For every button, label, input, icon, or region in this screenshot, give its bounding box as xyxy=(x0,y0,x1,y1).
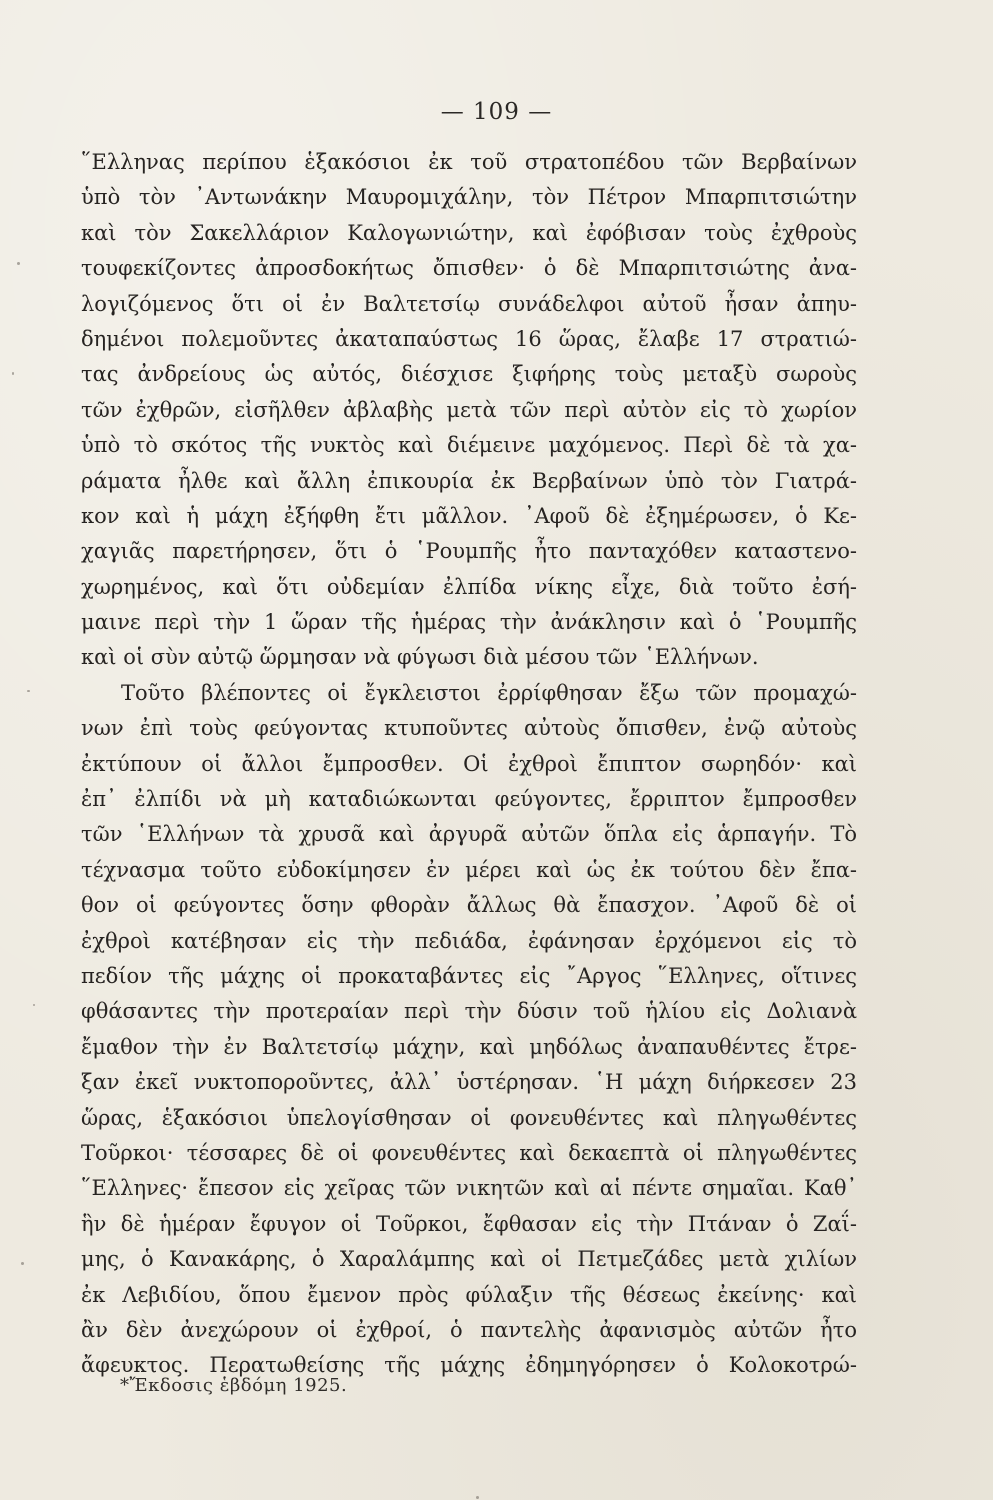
text-line: Τοῦρκοι· τέσσαρες δὲ οἱ φονευθέντες καὶ δεκαεπτὰ οἱ πληγωθέντες xyxy=(81,1140,857,1165)
text-line: χαγιᾶς παρετήρησεν, ὅτι ὁ ῾Ρουμπῆς ἦτο πανταχόθεν καταστενο- xyxy=(81,539,857,564)
text-line: φθάσαντες τὴν προτεραίαν περὶ τὴν δύσιν τοῦ ἡλίου εἰς Δολιανὰ xyxy=(81,999,857,1024)
text-line: μαινε περὶ τὴν 1 ὥραν τῆς ἡμέρας τὴν ἀνάκλησιν καὶ ὁ ῾Ρουμπῆς xyxy=(81,610,857,635)
text-line: χωρημένος, καὶ ὅτι οὐδεμίαν ἐλπίδα νίκης εἶχε, διὰ τοῦτο ἐσή- xyxy=(81,574,857,599)
text-line: τέχνασμα τοῦτο εὐδοκίμησεν ἐν μέρει καὶ ὡς ἐκ τούτου δὲν ἔπα- xyxy=(81,857,857,882)
text-line: πεδίον τῆς μάχης οἱ προκαταβάντες εἰς ῎Αργος ῞Ελληνες, οἵτινες xyxy=(81,963,857,988)
text-line: ἣν δὲ ἡμέραν ἔφυγον οἱ Τοῦρκοι, ἔφθασαν εἰς τὴν Πτάναν ὁ Ζαΐ- xyxy=(81,1211,857,1236)
text-line: τας ἀνδρείους ὡς αὐτός, διέσχισε ξιφήρης τοὺς μεταξὺ σωροὺς xyxy=(81,362,857,387)
paper-speck xyxy=(476,1496,479,1499)
text-line: θον οἱ φεύγοντες ὅσην φθορὰν ἄλλως θὰ ἔπασχον. ᾿Αφοῦ δὲ οἱ xyxy=(81,893,857,918)
text-line: ῞Ελληνες· ἔπεσον εἰς χεῖρας τῶν νικητῶν καὶ αἱ πέντε σημαῖαι. Καθ᾿ xyxy=(81,1176,857,1201)
footnote: *Ἔκδοσις ἑβδόμη 1925. xyxy=(120,1375,348,1396)
paper-speck xyxy=(17,262,20,265)
paper-speck xyxy=(12,372,14,375)
text-line: νων ἐπὶ τοὺς φεύγοντας κτυποῦντες αὐτοὺς ὄπισθεν, ἐνῷ αὐτοὺς xyxy=(81,716,857,741)
text-line: ἐχθροὶ κατέβησαν εἰς τὴν πεδιάδα, ἐφάνησαν ἐρχόμενοι εἰς τὸ xyxy=(81,928,857,953)
text-line: ἐπ᾿ ἐλπίδι νὰ μὴ καταδιώκωνται φεύγοντες, ἔρριπτον ἔμπροσθεν xyxy=(81,787,857,812)
text-line: ἐκτύπουν οἱ ἄλλοι ἔμπροσθεν. Οἱ ἐχθροὶ ἔπιπτον σωρηδόν· καὶ xyxy=(81,751,857,776)
text-line: ράματα ἦλθε καὶ ἄλλη ἐπικουρία ἐκ Βερβαίνων ὑπὸ τὸν Γιατρά- xyxy=(81,468,857,493)
text-line: δημένοι πολεμοῦντες ἀκαταπαύστως 16 ὥρας, ἔλαβε 17 στρατιώ- xyxy=(81,326,857,351)
text-line: Τοῦτο βλέποντες οἱ ἔγκλειστοι ἐρρίφθησαν ἔξω τῶν προμαχώ- xyxy=(121,680,857,705)
text-line: μης, ὁ Κανακάρης, ὁ Χαραλάμπης καὶ οἱ Πετμεζάδες μετὰ χιλίων xyxy=(81,1247,857,1272)
text-line: ἔμαθον τὴν ἐν Βαλτετσίῳ μάχην, καὶ μηδόλως ἀναπαυθέντες ἔτρε- xyxy=(81,1034,857,1059)
text-line: ῞Ελληνας περίπου ἑξακόσιοι ἐκ τοῦ στρατοπέδου τῶν Βερβαίνων xyxy=(81,150,857,174)
text-line: ὑπὸ τὸν ᾿Αντωνάκην Μαυρομιχάλην, τὸν Πέτρον Μπαρπιτσιώτην xyxy=(81,185,857,210)
text-line: ἐκ Λεβιδίου, ὅπου ἔμενον πρὸς φύλαξιν τῆς θέσεως ἐκείνης· καὶ xyxy=(81,1282,857,1307)
text-line: ἂν δὲν ἀνεχώρουν οἱ ἐχθροί, ὁ παντελὴς ἀφανισμὸς αὐτῶν ἦτο xyxy=(81,1317,857,1342)
text-line: ἄφευκτος. Περατωθείσης τῆς μάχης ἐδημηγόρησεν ὁ Κολοκοτρώ- xyxy=(81,1353,857,1378)
page-number: — 109 — xyxy=(440,99,553,125)
body-text xyxy=(81,145,857,1384)
text-line: τῶν ἐχθρῶν, εἰσῆλθεν ἀβλαβὴς μετὰ τῶν περὶ αὐτὸν εἰς τὸ χωρίον xyxy=(81,397,857,422)
text-line: τουφεκίζοντες ἀπροσδοκήτως ὄπισθεν· ὁ δὲ Μπαρπιτσιώτης ἀνα- xyxy=(81,256,857,281)
paper-speck xyxy=(27,690,30,692)
text-line: ὑπὸ τὸ σκότος τῆς νυκτὸς καὶ διέμεινε μαχόμενος. Περὶ δὲ τὰ χα- xyxy=(81,433,857,458)
text-line: λογιζόμενος ὅτι οἱ ἐν Βαλτετσίῳ συνάδελφοι αὐτοῦ ἦσαν ἀπηυ- xyxy=(81,291,857,316)
text-line: τῶν ῾Ελλήνων τὰ χρυσᾶ καὶ ἀργυρᾶ αὐτῶν ὅπλα εἰς ἁρπαγήν. Τὸ xyxy=(81,822,857,847)
text-line: ξαν ἐκεῖ νυκτοποροῦντες, ἀλλ᾿ ὑστέρησαν. ῾Η μάχη διήρκεσεν 23 xyxy=(81,1070,857,1095)
text-line: καὶ οἱ σὺν αὐτῷ ὥρμησαν νὰ φύγωσι διὰ μέσου τῶν ῾Ελλήνων. xyxy=(81,645,759,670)
text-line: ὥρας, ἑξακόσιοι ὑπελογίσθησαν οἱ φονευθέντες καὶ πληγωθέντες xyxy=(81,1105,857,1130)
paper-speck xyxy=(33,1004,35,1006)
text-line: καὶ τὸν Σακελλάριον Καλογωνιώτην, καὶ ἐφόβισαν τοὺς ἐχθροὺς xyxy=(81,220,857,245)
paper-speck xyxy=(21,1262,24,1265)
text-line: κον καὶ ἡ μάχη ἐξήφθη ἔτι μᾶλλον. ᾿Αφοῦ δὲ ἐξημέρωσεν, ὁ Κε- xyxy=(81,503,857,528)
